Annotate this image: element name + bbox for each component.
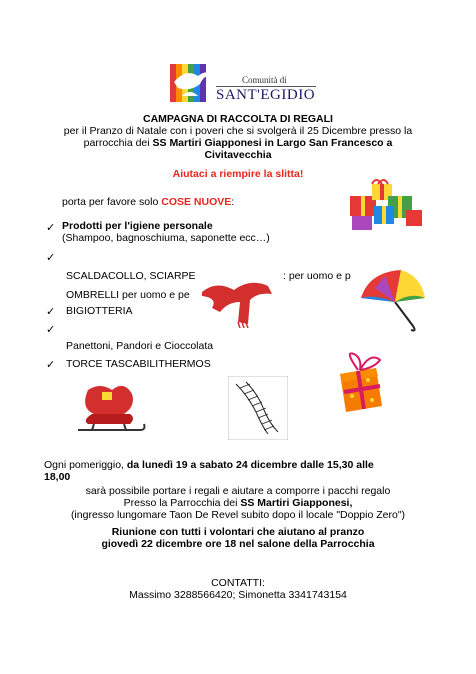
item-6: TORCE TASCABILITHERMOS <box>66 358 211 370</box>
campaign-line4: Civitavecchia <box>204 149 272 161</box>
scarf-sketch-icon <box>228 376 288 440</box>
schedule-line4-prefix: Presso la Parrocchia dei <box>123 497 241 509</box>
intro-suffix: : <box>231 196 235 208</box>
sleigh-icon <box>74 380 148 438</box>
scarf-icon <box>198 272 278 328</box>
schedule-line5: (ingresso lungomare Taon De Revel subito dopo il locale "Doppio Zero") <box>70 509 406 521</box>
item-1-sub: (Shampoo, bagnoschiuma, saponette ecc…) <box>62 232 270 244</box>
item-3: OMBRELLI per uomo e pe <box>66 289 190 301</box>
present-icon <box>330 346 390 414</box>
campaign-line3-bold: SS Martiri Giapponesi in Largo San Francesco a <box>152 137 393 149</box>
dove-rainbow-icon <box>168 62 212 104</box>
logo-line2: SANT'EGIDIO <box>216 87 316 103</box>
contacts-line: Massimo 3288566420; Simonetta 3341743154 <box>129 589 347 601</box>
gifts-pile-icon <box>344 176 424 232</box>
item-4: BIGIOTTERIA <box>66 305 133 317</box>
slogan: Aiutaci a riempire la slitta! <box>172 168 304 180</box>
schedule-prefix: Ogni pomeriggio, <box>44 459 127 471</box>
item-1-title: Prodotti per l'igiene personale <box>62 220 213 232</box>
umbrella-icon <box>355 268 431 334</box>
logo-line1: Comunità di <box>242 75 287 85</box>
schedule-bold2: 18,00 <box>44 471 71 483</box>
check-icon: ✓ <box>46 252 56 264</box>
intro-prefix: porta per favore solo <box>62 196 162 208</box>
campaign-line3-prefix: parrocchia dei <box>83 137 153 149</box>
schedule-line4-bold: SS Martiri Giapponesi, <box>240 497 353 509</box>
item-5: Panettoni, Pandori e Cioccolata <box>66 340 214 352</box>
campaign-line2: per il Pranzo di Natale con i poveri che si svolgerà il 25 Dicembre presso la <box>63 125 413 137</box>
schedule-line3: sarà possibile portare i regali e aiutare a comporre i pacchi regalo <box>85 485 391 497</box>
logo <box>168 62 318 104</box>
schedule-bold1: da lunedì 19 a sabato 24 dicembre dalle 15,30 alle <box>126 459 374 471</box>
check-icon: ✓ <box>46 306 56 318</box>
intro-emph: COSE NUOVE <box>161 196 232 208</box>
meeting-line2: giovedì 22 dicembre ore 18 nel salone della Parrocchia <box>101 538 375 550</box>
item-2-right: : per uomo e p <box>283 270 351 282</box>
item-2-left: SCALDACOLLO, SCIARPE <box>66 270 196 282</box>
check-icon: ✓ <box>46 222 56 234</box>
schedule-line1 <box>44 459 374 472</box>
check-icon: ✓ <box>46 324 56 336</box>
contacts-title: CONTATTI: <box>211 577 265 589</box>
campaign-title: CAMPAGNA DI RACCOLTA DI REGALI <box>143 113 333 125</box>
check-icon: ✓ <box>46 359 56 371</box>
intro-line <box>62 196 234 209</box>
meeting-line1: Riunione con tutti i volontari che aiutano al pranzo <box>111 526 365 538</box>
